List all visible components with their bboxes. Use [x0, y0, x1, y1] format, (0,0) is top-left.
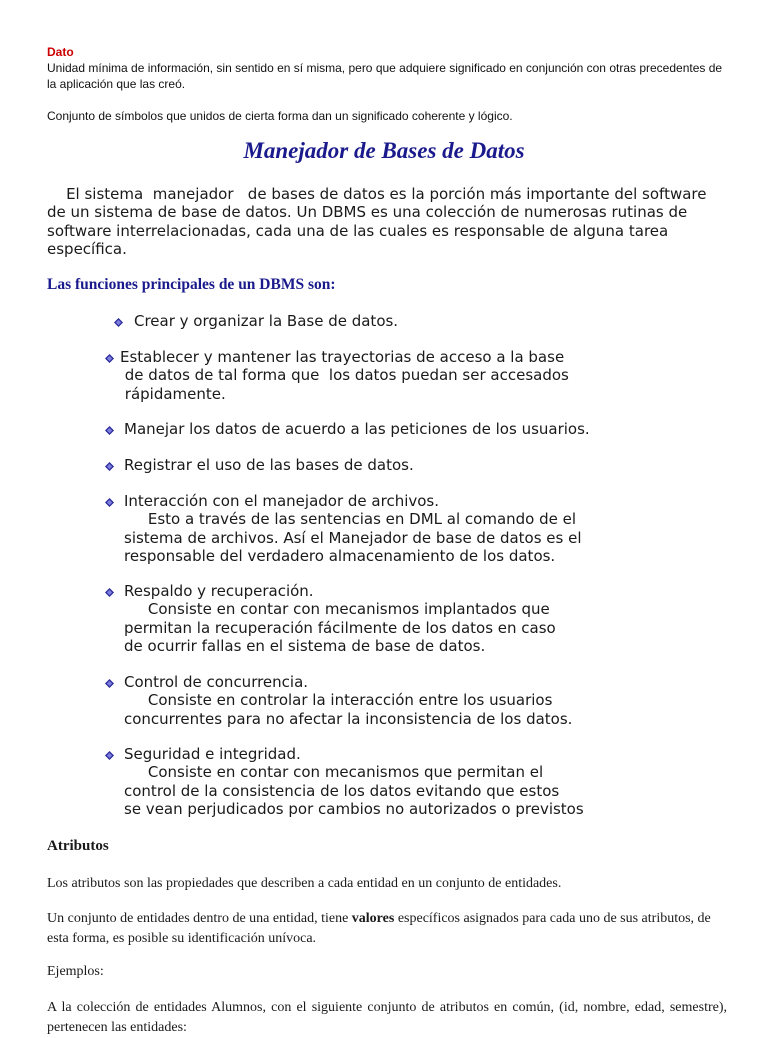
paragraph-text: Un conjunto de entidades dentro de una entidad, tiene [47, 911, 352, 926]
list-item: Control de concurrencia. Consiste en controlar la interacción entre los usuarios concurrentes para no afectar la inconsistencia de los datos. [124, 673, 573, 728]
atributos-heading: Atributos [47, 838, 109, 854]
list-item: Registrar el uso de las bases de datos. [124, 456, 414, 474]
bullet-icon [105, 588, 114, 597]
bullet-icon [105, 751, 114, 760]
functions-heading: Las funciones principales de un DBMS son: [47, 276, 336, 293]
dato-definition: Unidad mínima de información, sin sentido en sí misma, pero que adquiere significado en conjunción con otras precedentes de la aplicación que las creó. [47, 61, 723, 91]
dato-symbols-definition: Conjunto de símbolos que unidos de cierta forma dan un significado coherente y lógico. [47, 109, 513, 123]
bullet-icon [105, 354, 114, 363]
intro-paragraph: El sistema manejador de bases de datos es la porción más importante del software de un sistema de base de datos. Un DBMS es una colección de numerosas rutinas de software interrelacionadas, cada una de las cuales es responsable de alguna tarea específica. [47, 185, 712, 259]
list-item: Seguridad e integridad. Consiste en contar con mecanismos que permitan el control de la consistencia de los datos evitando que estos se vean perjudicados por cambios no autorizados o previstos [124, 745, 584, 819]
ejemplos-label: Ejemplos: [47, 964, 104, 979]
dato-heading: Dato [47, 45, 74, 59]
list-item: Respaldo y recuperación. Consiste en contar con mecanismos implantados que permitan la recuperación fácilmente de los datos en caso de ocurrir fallas en el sistema de base de datos. [124, 582, 556, 656]
page-title: Manejador de Bases de Datos [243, 138, 525, 163]
list-item: Interacción con el manejador de archivos. Esto a través de las sentencias en DML al comando de el sistema de archivos. Así el Manejador de base de datos es el responsable del verdadero almacenamiento de los datos. [124, 492, 582, 566]
bullet-icon [114, 318, 123, 327]
list-item: Manejar los datos de acuerdo a las peticiones de los usuarios. [124, 420, 590, 438]
bullet-icon [105, 426, 114, 435]
paragraph-text: específicos asignados para cada uno de sus atributos, de esta forma, es posible su identificación unívoca. [47, 911, 711, 946]
bullet-icon [105, 498, 114, 507]
atributos-paragraph: Los atributos son las propiedades que describen a cada entidad en un conjunto de entidades. [47, 876, 562, 891]
bullet-icon [105, 462, 114, 471]
list-item: Establecer y mantener las trayectorias de acceso a la base de datos de tal forma que los datos puedan ser accesados rápidamente. [120, 348, 569, 403]
valores-bold-text: valores [351, 911, 395, 926]
ejemplos-paragraph: A la colección de entidades Alumnos, con el siguiente conjunto de atributos en común, (id, nombre, edad, semestre), pertenecen las entidades: [47, 1000, 727, 1035]
bullet-icon [105, 679, 114, 688]
atributos-values-paragraph [47, 909, 727, 949]
list-item: Crear y organizar la Base de datos. [134, 312, 399, 330]
